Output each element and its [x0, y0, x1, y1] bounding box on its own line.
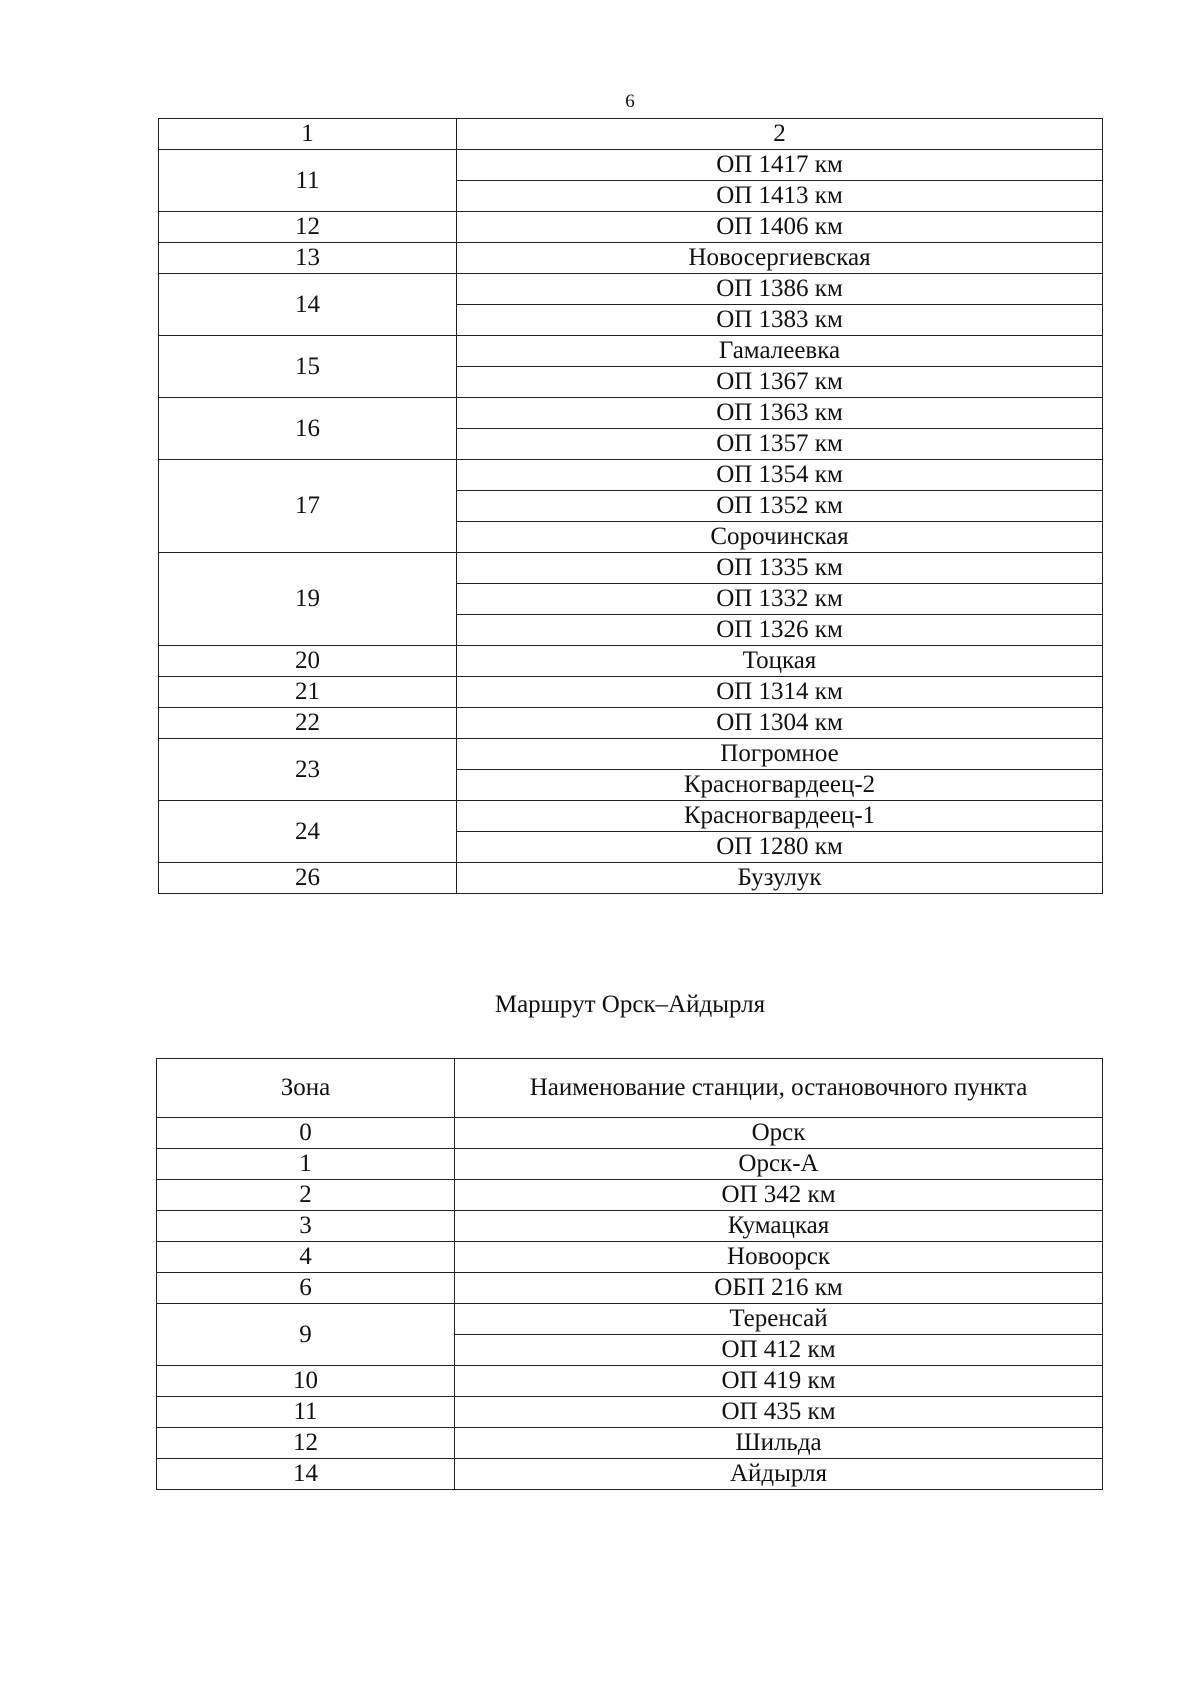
zones-table-body	[159, 119, 1103, 894]
station-cell: Орск-А	[455, 1149, 1103, 1180]
station-cell: ОП 1413 км	[457, 181, 1103, 212]
zone-cell: 2	[157, 1180, 455, 1211]
station-cell: Теренсай	[455, 1304, 1103, 1335]
station-cell: ОП 1406 км	[457, 212, 1103, 243]
zone-cell: 17	[159, 460, 457, 553]
table-row	[159, 460, 1103, 491]
zone-cell: 14	[157, 1459, 455, 1490]
route-title: Маршрут Орск–Айдырля	[494, 991, 766, 1018]
station-cell: Сорочинская	[457, 522, 1103, 553]
station-cell: ОБП 216 км	[455, 1273, 1103, 1304]
table-header-row	[157, 1059, 1103, 1118]
table-row	[157, 1211, 1103, 1242]
table-row	[159, 336, 1103, 367]
station-cell: ОП 1383 км	[457, 305, 1103, 336]
zone-cell: 15	[159, 336, 457, 398]
station-cell: ОП 1332 км	[457, 584, 1103, 615]
zone-cell: 20	[159, 646, 457, 677]
station-cell: ОП 1314 км	[457, 677, 1103, 708]
station-cell: ОП 1304 км	[457, 708, 1103, 739]
table-row	[159, 398, 1103, 429]
zone-cell: 11	[159, 150, 457, 212]
station-cell: ОП 1386 км	[457, 274, 1103, 305]
column-header-zone: 1	[159, 119, 457, 150]
station-cell: ОП 1354 км	[457, 460, 1103, 491]
column-header-zone: Зона	[157, 1059, 455, 1118]
table-row	[157, 1397, 1103, 1428]
zone-cell: 4	[157, 1242, 455, 1273]
zone-cell: 12	[159, 212, 457, 243]
table-row	[159, 150, 1103, 181]
station-cell: Бузулук	[457, 863, 1103, 894]
page-number: 6	[625, 91, 635, 112]
zone-cell: 13	[159, 243, 457, 274]
zone-cell: 6	[157, 1273, 455, 1304]
zones-table-continued	[158, 118, 1103, 894]
zone-cell: 23	[159, 739, 457, 801]
table-row	[157, 1273, 1103, 1304]
table-row	[159, 553, 1103, 584]
station-cell: ОП 1326 км	[457, 615, 1103, 646]
table-row	[159, 274, 1103, 305]
column-header-station: 2	[457, 119, 1103, 150]
station-cell: ОП 1280 км	[457, 832, 1103, 863]
station-cell: Тоцкая	[457, 646, 1103, 677]
table-header-row	[159, 119, 1103, 150]
table-row	[157, 1366, 1103, 1397]
station-cell: ОП 1357 км	[457, 429, 1103, 460]
station-cell: ОП 435 км	[455, 1397, 1103, 1428]
route-zones-table	[156, 1058, 1103, 1490]
station-cell: ОП 412 км	[455, 1335, 1103, 1366]
station-cell: Шильда	[455, 1428, 1103, 1459]
zone-cell: 26	[159, 863, 457, 894]
route-table-body	[157, 1059, 1103, 1490]
table-row	[159, 801, 1103, 832]
zone-cell: 16	[159, 398, 457, 460]
station-cell: ОП 1367 км	[457, 367, 1103, 398]
table-row	[159, 646, 1103, 677]
station-cell: Гамалеевка	[457, 336, 1103, 367]
station-cell: Айдырля	[455, 1459, 1103, 1490]
table-row	[159, 243, 1103, 274]
table-row	[157, 1180, 1103, 1211]
table-row	[157, 1428, 1103, 1459]
table-row	[159, 212, 1103, 243]
station-cell: Кумацкая	[455, 1211, 1103, 1242]
zone-cell: 21	[159, 677, 457, 708]
table-row	[157, 1149, 1103, 1180]
table-row	[159, 739, 1103, 770]
table-row	[157, 1304, 1103, 1335]
station-cell: ОП 1335 км	[457, 553, 1103, 584]
table-row	[159, 863, 1103, 894]
table-row	[157, 1118, 1103, 1149]
zone-cell: 19	[159, 553, 457, 646]
station-cell: ОП 342 км	[455, 1180, 1103, 1211]
zone-cell: 1	[157, 1149, 455, 1180]
zone-cell: 22	[159, 708, 457, 739]
station-cell: Красногвардеец-2	[457, 770, 1103, 801]
station-cell: ОП 1352 км	[457, 491, 1103, 522]
station-cell: Красногвардеец-1	[457, 801, 1103, 832]
zone-cell: 0	[157, 1118, 455, 1149]
station-cell: Орск	[455, 1118, 1103, 1149]
zone-cell: 12	[157, 1428, 455, 1459]
table-row	[157, 1242, 1103, 1273]
station-cell: ОП 1363 км	[457, 398, 1103, 429]
zone-cell: 10	[157, 1366, 455, 1397]
table-row	[159, 708, 1103, 739]
station-cell: ОП 1417 км	[457, 150, 1103, 181]
zone-cell: 24	[159, 801, 457, 863]
zone-cell: 3	[157, 1211, 455, 1242]
station-cell: ОП 419 км	[455, 1366, 1103, 1397]
zone-cell: 14	[159, 274, 457, 336]
zone-cell: 9	[157, 1304, 455, 1366]
zone-cell: 11	[157, 1397, 455, 1428]
station-cell: Новоорск	[455, 1242, 1103, 1273]
column-header-station: Наименование станции, остановочного пункта	[455, 1059, 1103, 1118]
station-cell: Погромное	[457, 739, 1103, 770]
table-row	[157, 1459, 1103, 1490]
station-cell: Новосергиевская	[457, 243, 1103, 274]
table-row	[159, 677, 1103, 708]
